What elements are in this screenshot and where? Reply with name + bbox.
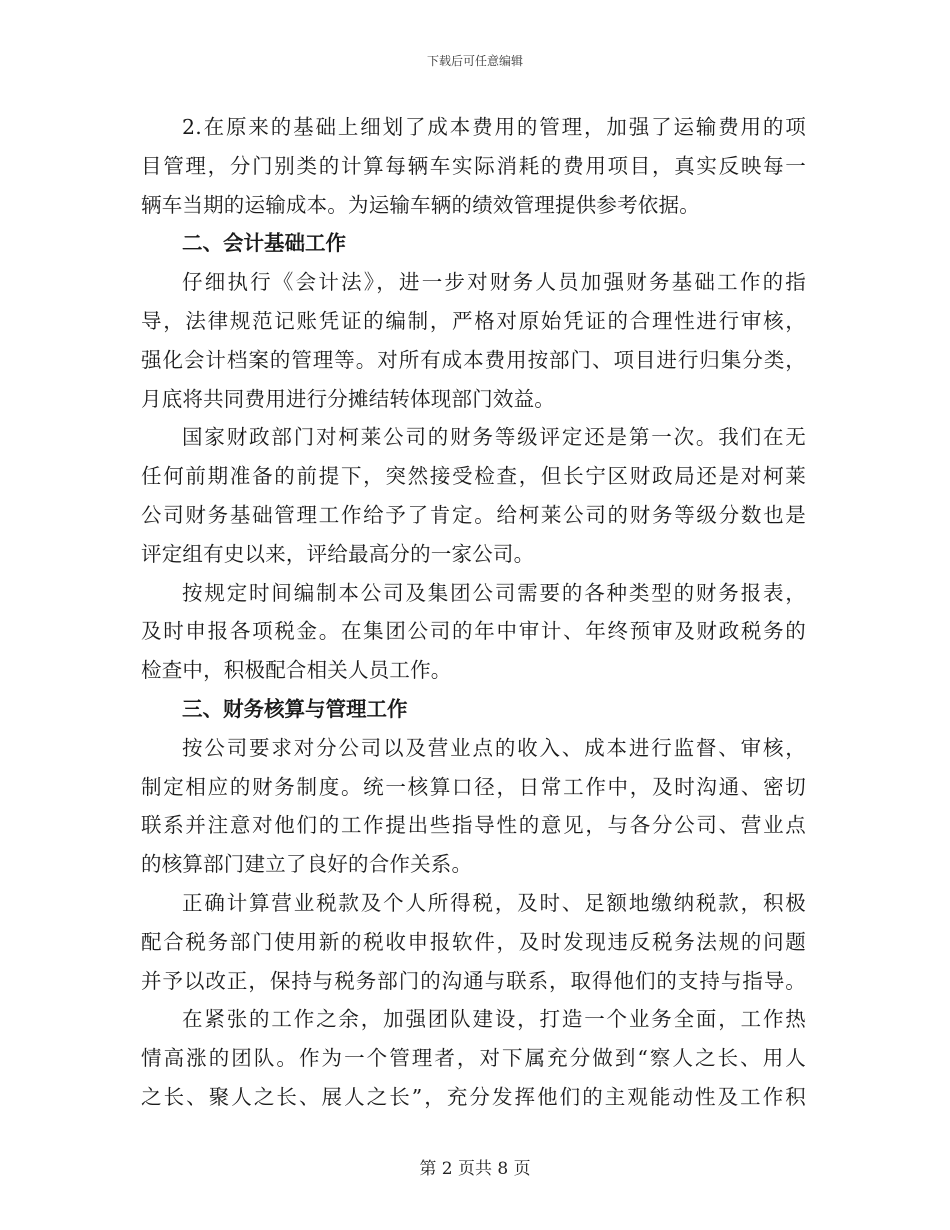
paragraph-line: 公司财务基础管理工作给予了肯定。给柯莱公司的财务等级分数也是 <box>141 502 806 527</box>
paragraph-line: 评定组有史以来，评给最高分的一家公司。 <box>141 541 535 566</box>
paragraph-line: 国家财政部门对柯莱公司的财务等级评定还是第一次。我们在无 <box>182 425 806 450</box>
paragraph-line: 2.在原来的基础上细划了成本费用的管理，加强了运输费用的项 <box>182 115 806 139</box>
section-heading: 三、财务核算与管理工作 <box>182 696 408 721</box>
document-body <box>141 108 806 1117</box>
paragraph-line: 仔细执行《会计法》，进一步对财务人员加强财务基础工作的指 <box>182 270 806 295</box>
paragraph-line: 并予以改正，保持与税务部门的沟通与联系，取得他们的支持与指导。 <box>141 968 806 993</box>
paragraph-line: 辆车当期的运输成本。为运输车辆的绩效管理提供参考依据。 <box>141 192 700 217</box>
paragraph-line: 导，法律规范记账凭证的编制，严格对原始凭证的合理性进行审核， <box>141 308 806 333</box>
paragraph-line: 正确计算营业税款及个人所得税，及时、足额地缴纳税款，积极 <box>182 890 806 915</box>
paragraph-line: 检查中，积极配合相关人员工作。 <box>141 658 452 683</box>
paragraph-line: 在紧张的工作之余，加强团队建设，打造一个业务全面，工作热 <box>182 1007 806 1032</box>
section-heading: 二、会计基础工作 <box>182 231 346 256</box>
paragraph-line: 月底将共同费用进行分摊结转体现部门效益。 <box>141 386 555 411</box>
paragraph-line: 的核算部门建立了良好的合作关系。 <box>141 852 473 877</box>
paragraph-line: 情高涨的团队。作为一个管理者，对下属充分做到“察人之长、用人 <box>141 1046 806 1071</box>
paragraph-line: 强化会计档案的管理等。对所有成本费用按部门、项目进行归集分类， <box>141 347 806 372</box>
paragraph-line: 及时申报各项税金。在集团公司的年中审计、年终预审及财政税务的 <box>141 619 806 644</box>
paragraph-line: 按公司要求对分公司以及营业点的收入、成本进行监督、审核， <box>182 735 806 760</box>
paragraph-line: 按规定时间编制本公司及集团公司需要的各种类型的财务报表， <box>182 580 806 605</box>
page-number: 第 2 页共 8 页 <box>419 1159 531 1179</box>
paragraph-line: 之长、聚人之长、展人之长”，充分发挥他们的主观能动性及工作积 <box>141 1084 806 1109</box>
page-header: 下载后可任意编辑 <box>426 54 523 68</box>
paragraph-line: 联系并注意对他们的工作提出些指导性的意见，与各分公司、营业点 <box>141 813 806 838</box>
paragraph-line: 配合税务部门使用新的税收申报软件，及时发现违反税务法规的问题 <box>141 929 806 954</box>
paragraph-line: 目管理，分门别类的计算每辆车实际消耗的费用项目，真实反映每一 <box>141 153 806 178</box>
paragraph-line: 制定相应的财务制度。统一核算口径，日常工作中，及时沟通、密切 <box>141 774 806 799</box>
paragraph-line: 任何前期准备的前提下，突然接受检查，但长宁区财政局还是对柯莱 <box>141 464 806 489</box>
